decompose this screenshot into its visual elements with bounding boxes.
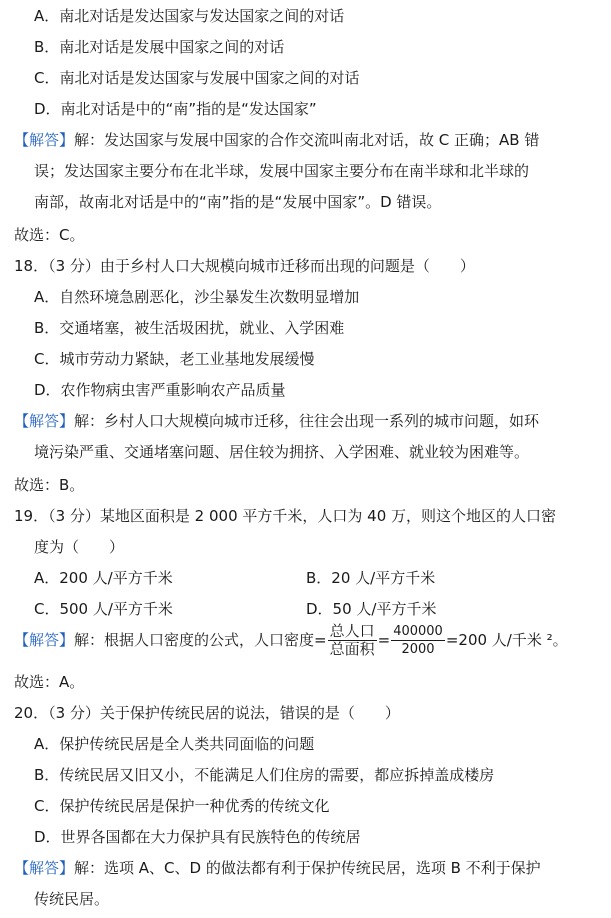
q18-analysis-line-1 xyxy=(14,411,539,431)
q19-option-c: C．500 人/平方千米 xyxy=(34,600,173,618)
q20-analysis-line-1 xyxy=(14,858,541,878)
q17-option-c: C．南北对话是发达国家与发展中国家之间的对话 xyxy=(34,69,360,87)
q17-option-b: B．南北对话是发展中国家之间的对话 xyxy=(34,38,285,56)
q17-analysis-text-1: 解：发达国家与发展中国家的合作交流叫南北对话，故 C 正确；AB 错 xyxy=(74,131,540,149)
q19-option-d: D．50 人/平方千米 xyxy=(306,600,437,618)
fraction-denominator: 2000 xyxy=(401,642,435,657)
q18-analysis-line-2: 境污染严重、交通堵塞问题、居住较为拥挤、入学困难、就业较为困难等。 xyxy=(34,443,530,461)
q19-analysis-prefix: 解：根据人口密度的公式，人口密度= xyxy=(74,631,327,649)
fraction-numerator: 400000 xyxy=(393,624,443,639)
q20-stem: 20．（3 分）关于保护传统民居的说法，错误的是（ ） xyxy=(14,704,400,722)
q18-option-c: C．城市劳动力紧缺，老工业基地发展缓慢 xyxy=(34,350,315,368)
q19-option-b: B．20 人/平方千米 xyxy=(306,569,436,587)
analysis-tag: 【解答】 xyxy=(14,859,75,877)
q19-option-a: A．200 人/平方千米 xyxy=(34,569,173,587)
q18-option-a: A．自然环境急剧恶化，沙尘暴发生次数明显增加 xyxy=(34,288,360,306)
q18-answer: 故选：B。 xyxy=(14,476,85,494)
q20-analysis-text-1: 解：选项 A、C、D 的做法都有利于保护传统民居，选项 B 不利于保护 xyxy=(74,859,541,877)
q18-option-d: D．农作物病虫害严重影响农产品质量 xyxy=(34,381,286,399)
analysis-tag: 【解答】 xyxy=(14,631,75,649)
q18-analysis-text-1: 解：乡村人口大规模向城市迁移，往往会出现一系列的城市问题，如环 xyxy=(74,412,540,430)
q17-answer: 故选：C。 xyxy=(14,226,85,244)
density-value-fraction xyxy=(391,623,445,658)
q20-option-b: B．传统民居又旧又小，不能满足人们住房的需要，都应拆掉盖成楼房 xyxy=(34,766,495,784)
density-formula-fraction xyxy=(328,623,377,658)
q17-option-d: D．南北对话是中的“南”指的是“发达国家” xyxy=(34,100,317,118)
q20-option-c: C．保护传统民居是保护一种优秀的传统文化 xyxy=(34,797,330,815)
q19-analysis-line-1: 【解答】解：根据人口密度的公式，人口密度= $\frac{\text{总人口}}{\text{总面积}}$ = $\frac{400000}{2000}$ =200 人/千米 ²。 xyxy=(14,622,568,658)
fraction-numerator: 总人口 xyxy=(329,622,375,640)
q20-option-a: A．保护传统民居是全人类共同面临的问题 xyxy=(34,735,315,753)
q19-stem-line-2: 度为（ ） xyxy=(34,538,125,556)
q19-analysis-suffix: =200 人/千米 ²。 xyxy=(445,631,568,649)
q20-analysis-line-2: 传统民居。 xyxy=(34,890,110,908)
q19-answer: 故选：A。 xyxy=(14,673,85,691)
q20-option-d: D．世界各国都在大力保护具有民族特色的传统居 xyxy=(34,828,361,846)
q17-analysis-line-2: 误；发达国家主要分布在北半球，发展中国家主要分布在南半球和北半球的 xyxy=(34,162,530,180)
fraction-denominator: 总面积 xyxy=(329,640,375,658)
q17-analysis-line-1 xyxy=(14,130,539,150)
q17-analysis-line-3: 南部，故南北对话是中的“南”指的是“发展中国家”。D 错误。 xyxy=(34,193,442,211)
q18-stem: 18．（3 分）由于乡村人口大规模向城市迁移而出现的问题是（ ） xyxy=(14,257,475,275)
q19-stem-line-1: 19．（3 分）某地区面积是 2 000 平方千米，人口为 40 万，则这个地区的人口密 xyxy=(14,507,557,525)
analysis-tag: 【解答】 xyxy=(14,412,75,430)
q18-option-b: B．交通堵塞，被生活圾困扰，就业、入学困难 xyxy=(34,319,345,337)
analysis-tag: 【解答】 xyxy=(14,131,75,149)
q17-option-a: A．南北对话是发达国家与发达国家之间的对话 xyxy=(34,7,345,25)
